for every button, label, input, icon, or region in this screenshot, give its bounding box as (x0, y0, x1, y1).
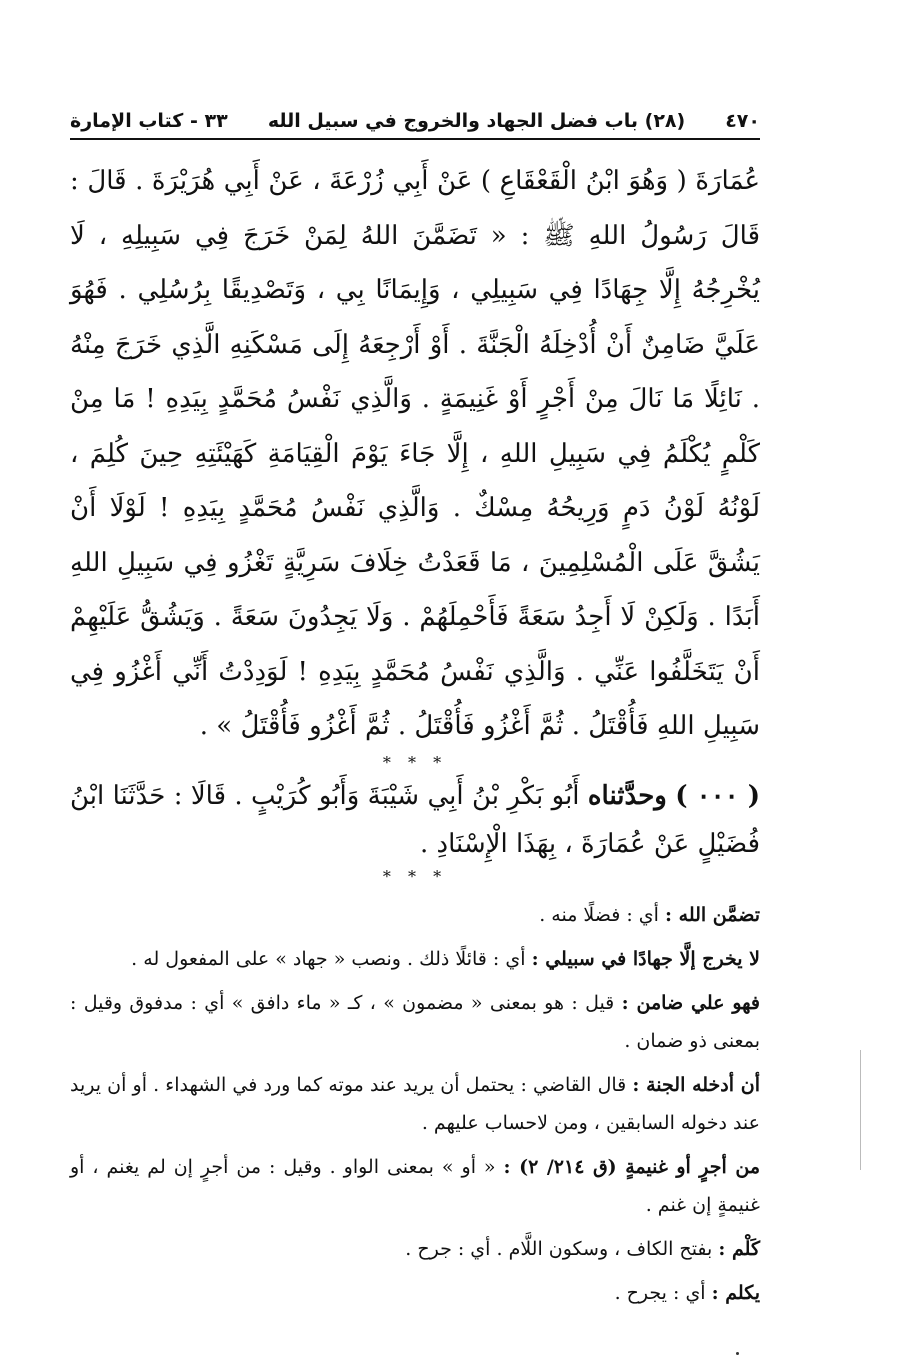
note-text: أي : فضلًا منه . (539, 903, 659, 926)
note-head: كَلْم : (718, 1237, 760, 1260)
note-text: أي : قائلًا ذلك . ونصب « جهاد » على المفعول له . (131, 947, 526, 970)
note-item (70, 896, 760, 934)
note-item (70, 1230, 760, 1268)
note-head: لا يخرج إلَّا جهادًا في سبيلي : (531, 947, 760, 970)
note-text: قال القاضي : يحتمل أن يريد عند موته كما ورد في الشهداء . أو أن يريد عند دخوله السابقين ، ومن لاحساب عليهم . (70, 1073, 760, 1134)
note-text: بفتح الكاف ، وسكون اللَّام . أي : جرح . (405, 1237, 713, 1260)
hadith-intro: وحدَّثناه (587, 780, 667, 811)
note-text: « أو » بمعنى الواو . وقيل : من أجرٍ إن لم يغنم ، أو غنيمةٍ إن غنم . (70, 1155, 760, 1216)
note-head: يكلم : (711, 1281, 760, 1304)
note-item (70, 1066, 760, 1142)
note-item (70, 984, 760, 1060)
hadith-number: ( ٠٠٠ ) (675, 780, 761, 811)
note-item (70, 1148, 760, 1224)
second-hadith (70, 772, 760, 868)
book-page (70, 110, 760, 1318)
separator-top: * * * (382, 752, 448, 772)
hadith-text: عُمَارَةَ ( وَهُوَ ابْنُ الْقَعْقَاعِ ) عَنْ أَبِي زُرْعَةَ ، عَنْ أَبِي هُرَيْرَةَ . قَالَ : قَالَ رَسُولُ اللهِ ﷺ : « تَضَمَّنَ اللهُ لِمَنْ خَرَجَ فِي سَبِيلِهِ ، لَا يُخْرِجُهُ إِلَّا جِهَادًا فِي سَبِيلِي ، وَإِيمَانًا بِي ، وَتَصْدِيقًا بِرُسُلِي . فَهُوَ عَلَيَّ ضَامِنٌ أَنْ أُدْخِلَهُ الْجَنَّةَ . أَوْ أَرْجِعَهُ إِلَى مَسْكَنِهِ الَّذِي خَرَجَ مِنْهُ . نَائِلًا مَا نَالَ مِنْ أَجْرٍ أَوْ غَنِيمَةٍ . وَالَّذِي نَفْسُ مُحَمَّدٍ بِيَدِهِ ! مَا مِنْ كَلْمٍ يُكْلَمُ فِي سَبِيلِ اللهِ ، إِلَّا جَاءَ يَوْمَ الْقِيَامَةِ كَهَيْئَتِهِ حِينَ كُلِمَ ، لَوْنُهُ لَوْنُ دَمٍ وَرِيحُهُ مِسْكٌ . وَالَّذِي نَفْسُ مُحَمَّدٍ بِيَدِهِ ! لَوْلَا أَنْ يَشُقَّ عَلَى الْمُسْلِمِينَ ، مَا قَعَدْتُ خِلَافَ سَرِيَّةٍ تَغْزُو فِي سَبِيلِ اللهِ أَبَدًا . وَلَكِنْ لَا أَجِدُ سَعَةً فَأَحْمِلَهُمْ . وَلَا يَجِدُونَ سَعَةً . وَيَشُقُّ عَلَيْهِمْ أَنْ يَتَخَلَّفُوا عَنِّي . وَالَّذِي نَفْسُ مُحَمَّدٍ بِيَدِهِ ! لَوَدِدْتُ أَنِّي أَغْزُو فِي سَبِيلِ اللهِ فَأُقْتَلُ . ثُمَّ أَغْزُو فَأُقْتَلُ . ثُمَّ أَغْزُو فَأُقْتَلُ » . (70, 166, 760, 741)
note-head: أن أدخله الجنة : (632, 1073, 760, 1096)
footnotes (70, 896, 760, 1312)
note-item (70, 940, 760, 978)
note-head: من أجرٍ أو غنيمةٍ (ق ٢١٤/ ٢) : (503, 1155, 760, 1178)
note-head: فهو علي ضامن : (621, 991, 760, 1014)
header-right (268, 110, 760, 132)
chapter-title: (٢٨) باب فضل الجهاد والخروج في سبيل الله (267, 110, 686, 132)
note-head: تضمَّن الله : (665, 903, 760, 926)
note-text: قيل : هو بمعنى « مضمون » ، كـ « ماء دافق » أي : مدفوق وقيل : بمعنى ذو ضمان . (70, 991, 760, 1052)
note-text: أي : يجرح . (614, 1281, 706, 1304)
scan-speck (736, 1352, 739, 1355)
book-title: ٣٣ - كتاب الإمارة (70, 110, 228, 132)
hadith-chain: أَبُو بَكْرِ بْنُ أَبِي شَيْبَةَ وَأَبُو كُرَيْبٍ . قَالَا : حَدَّثَنَا ابْنُ فُضَيْلٍ عَنْ عُمَارَةَ ، بِهَذَا الْإِسْنَادِ . (70, 780, 760, 859)
note-item (70, 1274, 760, 1312)
page-number: ٤٧٠ (725, 110, 760, 132)
separator-bottom: * * * (382, 866, 448, 886)
scan-edge-line (860, 1050, 861, 1170)
page-header (70, 110, 760, 140)
